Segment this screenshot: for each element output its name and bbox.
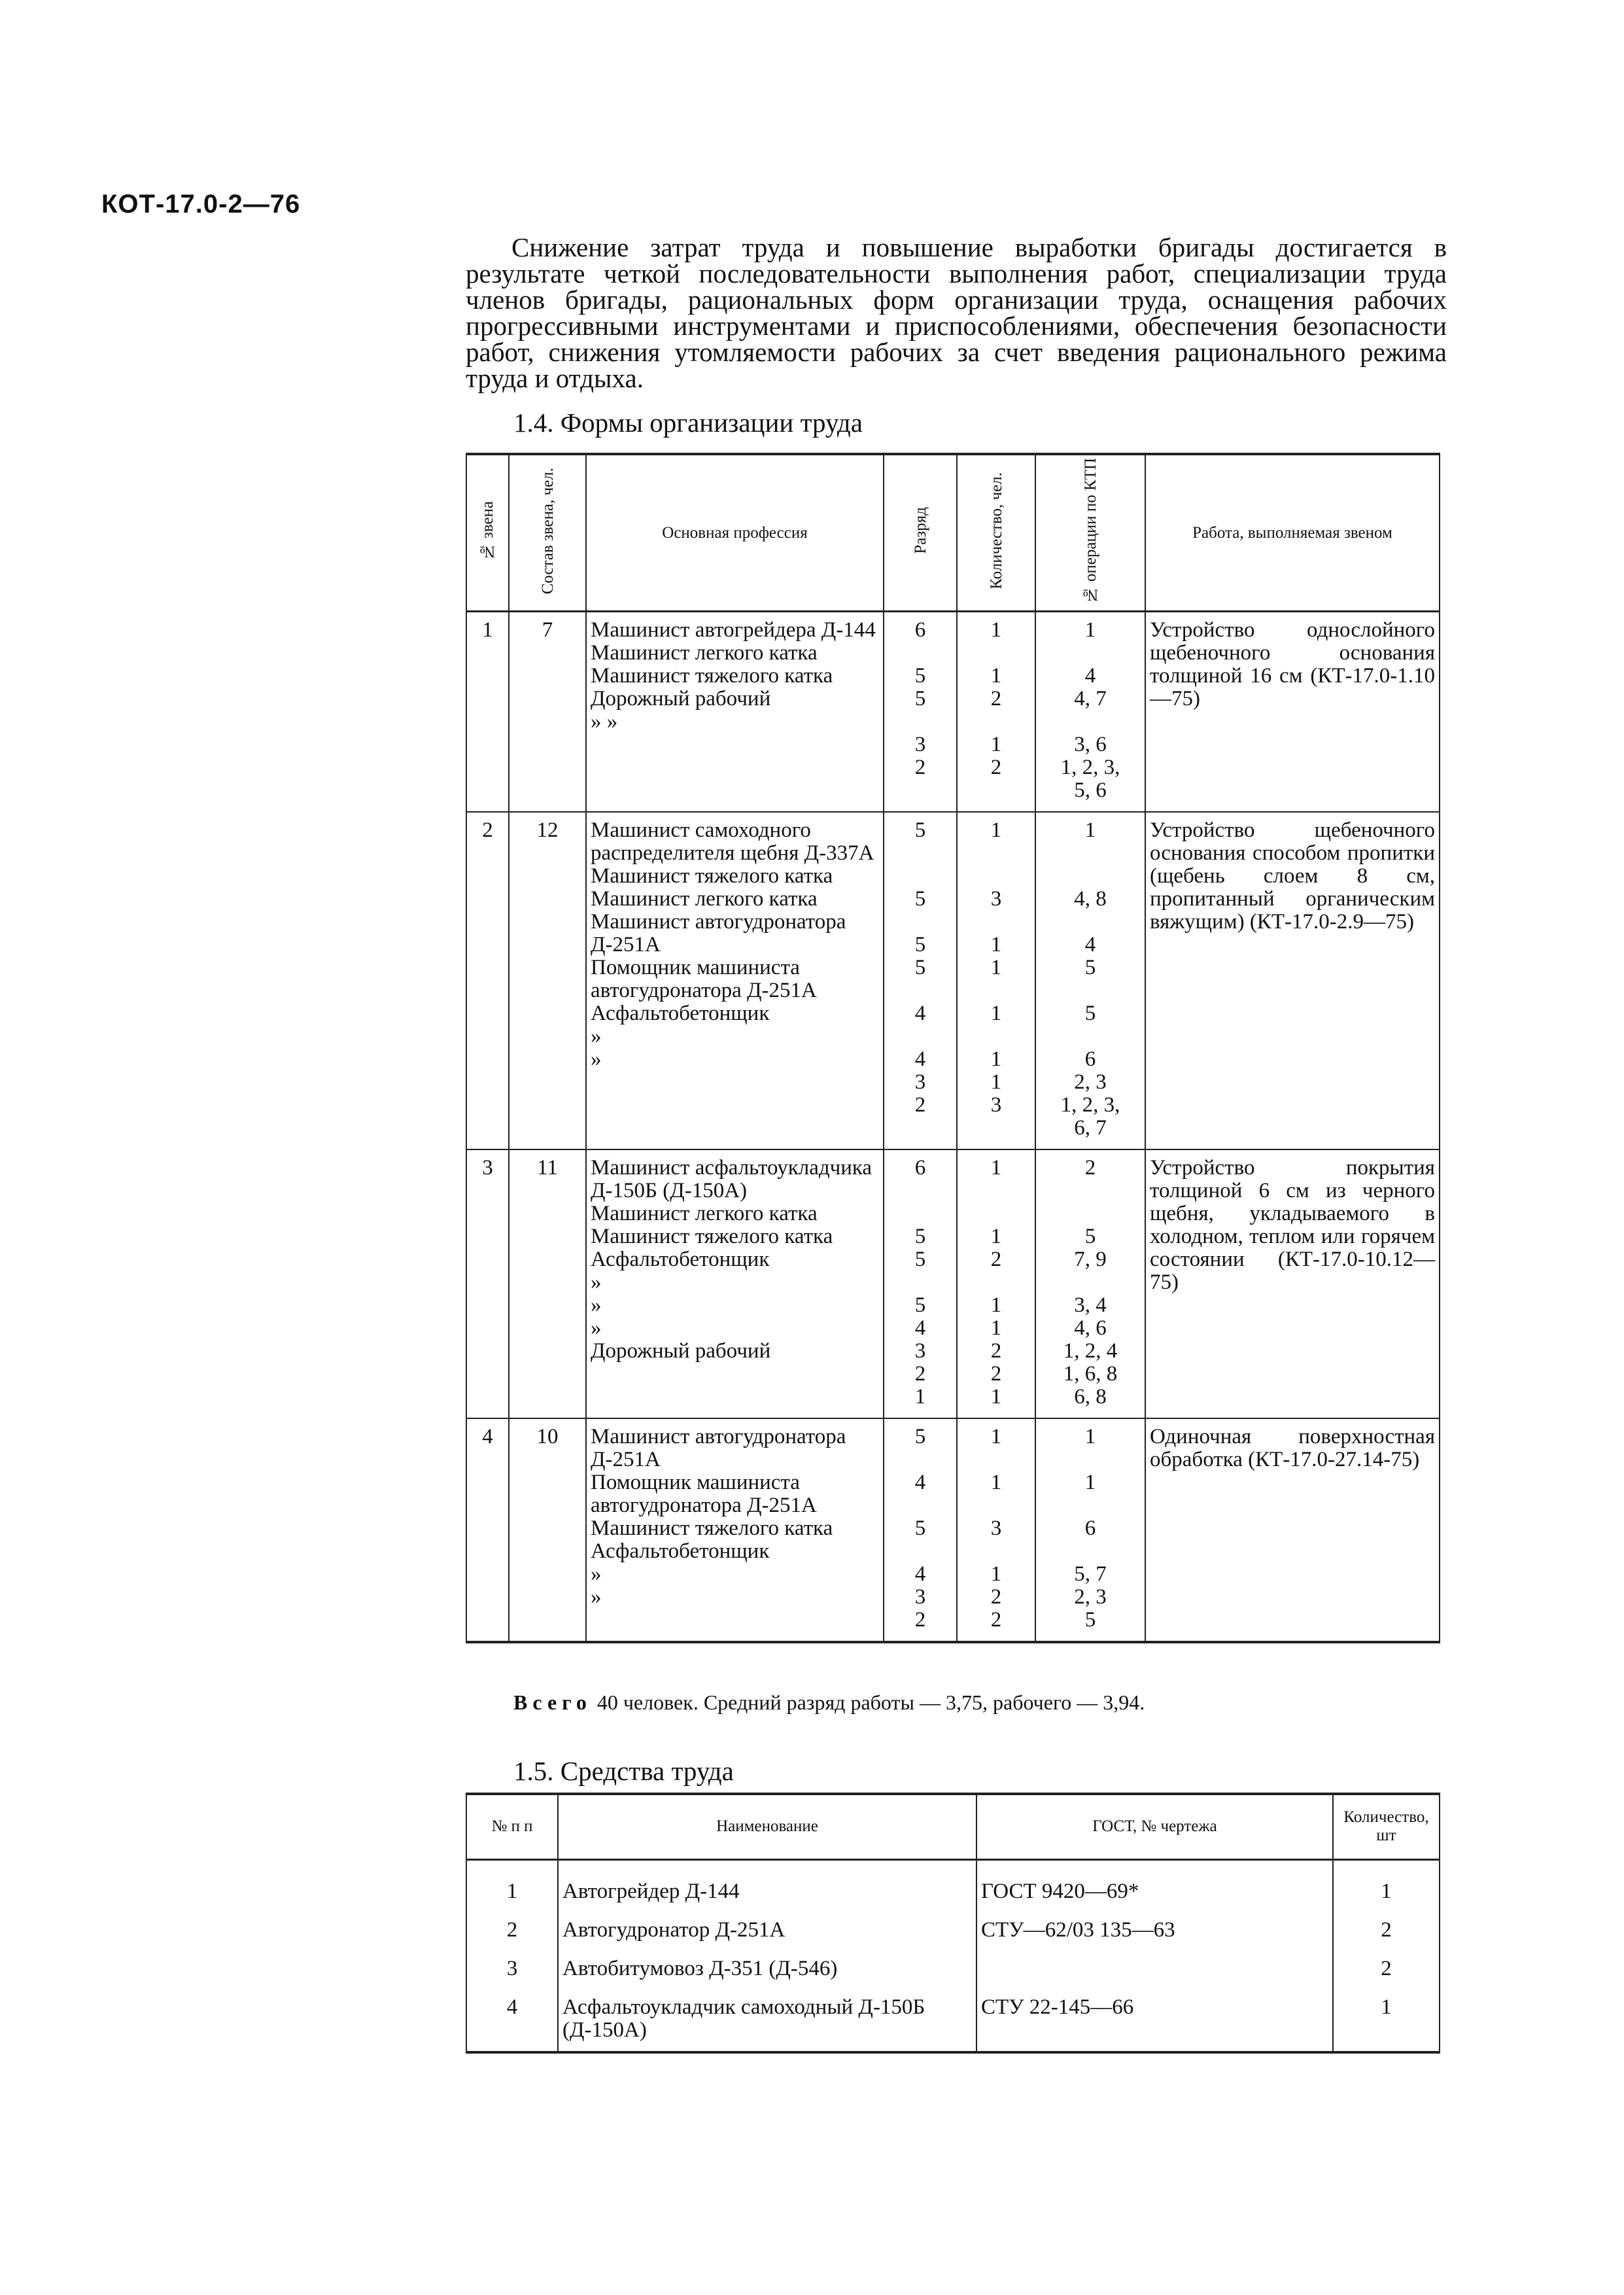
total-text: 40 человек. Средний разряд работы — 3,75, рабочего — 3,94. [591, 1691, 1145, 1714]
table-row [466, 1859, 1440, 1912]
table-header-row [466, 454, 1440, 612]
document-code: КОТ-17.0-2—76 [101, 190, 301, 219]
table-header-row [466, 1794, 1440, 1859]
professions: Машинист асфальтоукладчика Д-150Б (Д-150А) Машинист легкого катка Машинист тяжелого катка Асфальтобетонщик » » » Дорожный рабочий [586, 1149, 884, 1418]
section-title-1-5: 1.5. Средства труда [513, 1756, 734, 1786]
table-row [466, 1418, 1440, 1642]
link-size: 12 [509, 812, 586, 1149]
operations: 2 5 7, 9 3, 4 4, 6 1, 2, 4 1, 6, 8 6, 8 [1035, 1149, 1145, 1418]
col-header-work: Работа, выполняемая звеном [1145, 454, 1440, 612]
grades: 5 5 5 5 4 4 3 2 [884, 812, 957, 1149]
grades: 5 4 5 4 3 2 [884, 1418, 957, 1642]
item-gost: СТУ—62/03 135—63 [976, 1912, 1333, 1951]
operations: 1 1 6 5, 7 2, 3 5 [1035, 1418, 1145, 1642]
col-header-operation: № операции по КТП [1035, 454, 1145, 612]
table-row [466, 1951, 1440, 1989]
table-row [466, 1912, 1440, 1951]
table-row [466, 1989, 1440, 2052]
counts: 1 1 2 1 1 2 2 1 [957, 1149, 1035, 1418]
grades: 6 5 5 3 2 [884, 612, 957, 813]
item-gost: СТУ 22-145—66 [976, 1989, 1333, 2052]
col-header-profession: Основная профессия [586, 454, 884, 612]
item-no: 3 [466, 1951, 558, 1989]
counts: 1 1 2 1 2 [957, 612, 1035, 813]
item-no: 4 [466, 1989, 558, 2052]
professions: Машинист автогрейдера Д-144 Машинист легкого катка Машинист тяжелого катка Дорожный рабочий » » [586, 612, 884, 813]
item-qty: 2 [1333, 1912, 1440, 1951]
item-gost [976, 1951, 1333, 1989]
item-name: Автобитумовоз Д-351 (Д-546) [558, 1951, 976, 1989]
col-header-grade: Разряд [884, 454, 957, 612]
work-description: Устройство щебеночного основания способом пропитки (щебень слоем 8 см, пропитанный органическим вяжущим) (КТ-17.0-2.9—75) [1145, 812, 1440, 1149]
table-row [466, 1149, 1440, 1418]
link-no: 1 [466, 612, 509, 813]
item-qty: 2 [1333, 1951, 1440, 1989]
operations: 1 4 4, 7 3, 6 1, 2, 3, 5, 6 [1035, 612, 1145, 813]
col-header-link-no: № звена [466, 454, 509, 612]
col-header-count: Количество, чел. [957, 454, 1035, 612]
intro-paragraph: Снижение затрат труда и повышение выработки бригады достигается в результате четкой последовательности выполнения работ, специализации труда членов бригады, рациональных форм организации труда, оснащения рабочих прогрессивными инструментами и приспособлениями, обеспечения безопасности работ, снижения утомляемости рабочих за счет введения рационального режима труда и отдыха. [466, 232, 1447, 393]
item-name: Автогрейдер Д-144 [558, 1859, 976, 1912]
table-row [466, 612, 1440, 813]
item-qty: 1 [1333, 1859, 1440, 1912]
item-name: Автогудронатор Д-251А [558, 1912, 976, 1951]
professions: Машинист автогудронатора Д-251А Помощник машиниста автогудронатора Д-251А Машинист тяжелого катка Асфальтобетонщик » » [586, 1418, 884, 1642]
col-header-gost: ГОСТ, № чертежа [976, 1794, 1333, 1859]
total-label: Всего [513, 1691, 592, 1714]
link-no: 3 [466, 1149, 509, 1418]
grades: 6 5 5 5 4 3 2 1 [884, 1149, 957, 1418]
counts: 1 1 3 1 2 2 [957, 1418, 1035, 1642]
link-size: 11 [509, 1149, 586, 1418]
col-header-no: № п п [466, 1794, 558, 1859]
work-description: Устройство покрытия толщиной 6 см из черного щебня, укладываемого в холодном, теплом или горячем состоянии (КТ-17.0-10.12—75) [1145, 1149, 1440, 1418]
item-no: 2 [466, 1912, 558, 1951]
col-header-link-size: Состав звена, чел. [509, 454, 586, 612]
col-header-qty: Количество, шт [1333, 1794, 1440, 1859]
item-no: 1 [466, 1859, 558, 1912]
table-row [466, 812, 1440, 1149]
link-no: 4 [466, 1418, 509, 1642]
operations: 1 4, 8 4 5 5 6 2, 3 1, 2, 3, 6, 7 [1035, 812, 1145, 1149]
item-gost: ГОСТ 9420—69* [976, 1859, 1333, 1912]
item-qty: 1 [1333, 1989, 1440, 2052]
item-name: Асфальтоукладчик самоходный Д-150Б (Д-150А) [558, 1989, 976, 2052]
link-size: 10 [509, 1418, 586, 1642]
counts: 1 3 1 1 1 1 1 3 [957, 812, 1035, 1149]
section-title-1-4: 1.4. Формы организации труда [513, 408, 863, 438]
labor-organization-table [466, 453, 1440, 1643]
total-summary [513, 1691, 1145, 1715]
work-description: Одиночная поверхностная обработка (КТ-17.0-27.14-75) [1145, 1418, 1440, 1642]
link-size: 7 [509, 612, 586, 813]
link-no: 2 [466, 812, 509, 1149]
equipment-table [466, 1793, 1440, 2054]
col-header-name: Наименование [558, 1794, 976, 1859]
work-description: Устройство однослойного щебеночного основания толщиной 16 см (КТ-17.0-1.10—75) [1145, 612, 1440, 813]
professions: Машинист самоходного распределителя щебня Д-337А Машинист тяжелого катка Машинист легкого катка Машинист автогудронатора Д-251А Помощник машиниста автогудронатора Д-251А Асфальтобетонщик » » [586, 812, 884, 1149]
